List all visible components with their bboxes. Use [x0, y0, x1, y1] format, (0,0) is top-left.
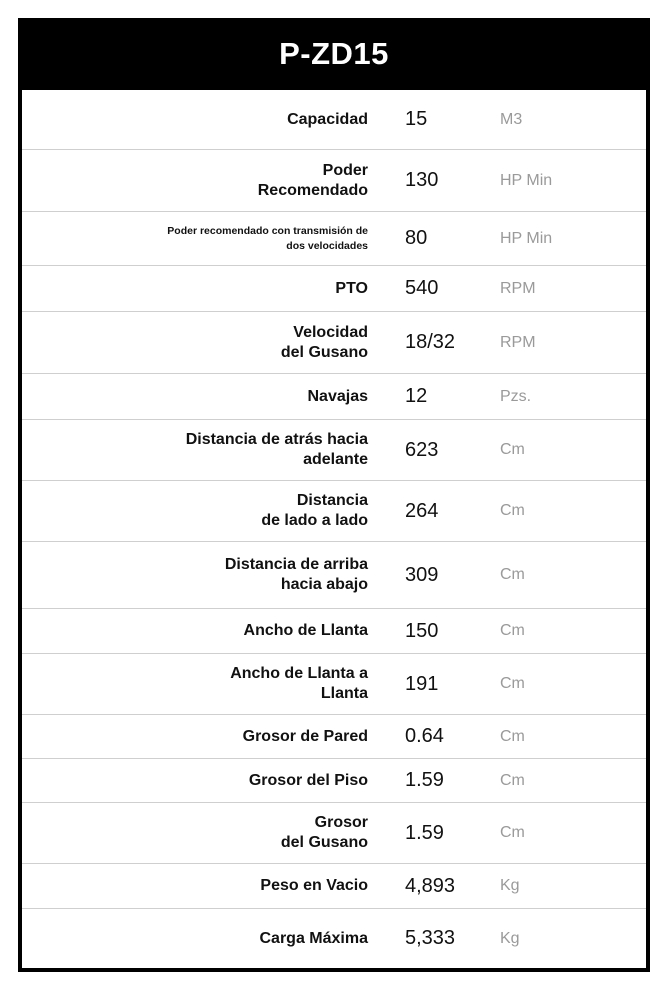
spec-row [22, 212, 646, 266]
spec-label: Distancia de lado a lado [261, 492, 368, 529]
spec-value: 18/32 [405, 331, 456, 353]
spec-unit: HP Min [500, 171, 553, 189]
spec-unit: Cm [500, 622, 525, 639]
spec-row [22, 715, 646, 759]
model-title: P-ZD15 [279, 36, 389, 71]
spec-unit: Cm [500, 824, 525, 841]
spec-label: Grosor del Gusano [280, 814, 368, 851]
spec-value: 15 [405, 108, 428, 130]
spec-table [22, 90, 646, 968]
spec-unit: RPM [500, 333, 536, 351]
spec-unit: Cm [500, 566, 525, 583]
spec-label: Distancia de atrás hacia adelante [185, 431, 368, 468]
spec-row [22, 420, 646, 481]
spec-value: 264 [405, 499, 439, 522]
spec-row [22, 481, 646, 542]
spec-row [22, 609, 646, 654]
spec-label: Capacidad [287, 110, 368, 128]
spec-card [18, 18, 650, 972]
spec-label: Velocidad del Gusano [280, 323, 368, 361]
spec-label: Grosor del Piso [248, 771, 368, 789]
spec-value: 623 [405, 438, 439, 461]
spec-unit: Cm [500, 727, 525, 745]
spec-row [22, 864, 646, 909]
spec-unit: RPM [500, 279, 536, 297]
spec-unit: Pzs. [500, 387, 532, 405]
spec-unit: HP Min [500, 229, 553, 247]
spec-row [22, 654, 646, 715]
spec-unit: Cm [500, 771, 525, 789]
spec-unit: Cm [500, 675, 525, 692]
spec-row [22, 90, 646, 150]
spec-row [22, 312, 646, 374]
spec-row [22, 759, 646, 803]
spec-row [22, 542, 646, 609]
spec-unit: Cm [500, 441, 525, 458]
spec-unit: Kg [500, 877, 520, 894]
spec-label: Ancho de Llanta [243, 622, 368, 639]
spec-label: Peso en Vacio [260, 877, 368, 894]
spec-unit: M3 [500, 110, 523, 128]
spec-value: 130 [405, 169, 439, 191]
spec-label: PTO [335, 279, 368, 297]
spec-value: 1.59 [405, 821, 444, 844]
spec-value: 191 [405, 672, 439, 695]
spec-row [22, 374, 646, 420]
spec-value: 5,333 [405, 927, 456, 949]
spec-label: Carga Máxima [259, 929, 368, 947]
spec-label: Distancia de arriba hacia abajo [224, 556, 368, 593]
spec-label: Grosor de Pared [242, 727, 368, 745]
spec-value: 309 [405, 563, 439, 586]
spec-row [22, 803, 646, 864]
spec-value: 150 [405, 619, 439, 642]
spec-row [22, 266, 646, 312]
spec-row [22, 150, 646, 212]
spec-value: 4,893 [405, 874, 456, 897]
spec-value: 1.59 [405, 769, 444, 791]
spec-label: Ancho de Llanta a Llanta [230, 665, 368, 702]
spec-unit: Kg [500, 929, 520, 947]
spec-value: 0.64 [405, 725, 444, 747]
spec-label: Navajas [307, 387, 368, 405]
spec-value: 540 [405, 277, 439, 299]
spec-unit: Cm [500, 502, 525, 519]
spec-value: 80 [405, 227, 428, 249]
spec-row [22, 909, 646, 968]
spec-label: Poder recomendado con transmisión de dos velocidades [167, 224, 368, 252]
spec-label: Poder Recomendado [257, 161, 368, 199]
spec-value: 12 [405, 385, 428, 407]
